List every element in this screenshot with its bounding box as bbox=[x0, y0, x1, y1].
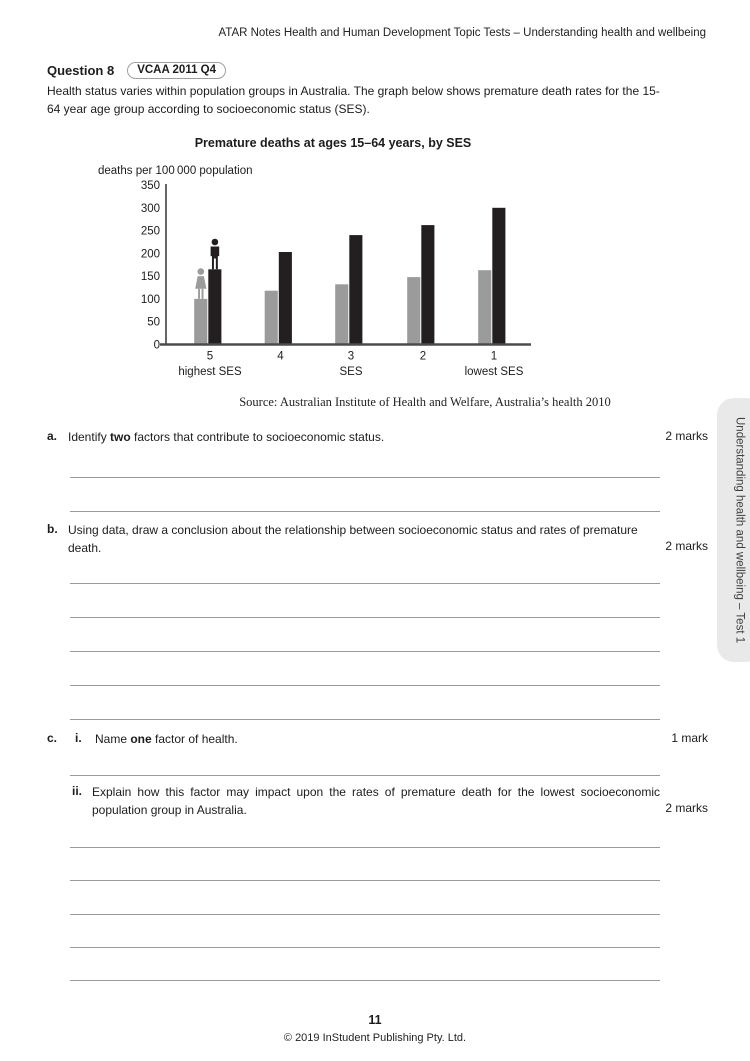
answer-line bbox=[70, 880, 660, 881]
text-segment: factors that contribute to socioeconomic status. bbox=[130, 430, 385, 444]
answer-line bbox=[70, 719, 660, 720]
answer-line bbox=[70, 914, 660, 915]
answer-line bbox=[70, 477, 660, 478]
text-segment: Explain how this factor may impact upon the rates of premature death for the lowest socioeconomic population group in Australia. bbox=[92, 785, 660, 817]
question-c-i-text bbox=[95, 731, 595, 749]
question-c-ii-marks: 2 marks bbox=[665, 801, 708, 815]
chart-unit-label: deaths per 100 000 population bbox=[98, 165, 253, 177]
emphasized-word: two bbox=[110, 430, 131, 444]
source-caption: Source: Australian Institute of Health and Welfare, Australia’s health 2010 bbox=[239, 395, 611, 409]
bar-male-4 bbox=[279, 252, 292, 345]
x-axis-tick-label: 3 bbox=[347, 350, 355, 363]
question-intro: Health status varies within population groups in Australia. The graph below shows premature death rates for the 15-64 year age group according to socioeconomic status (SES). bbox=[47, 84, 660, 116]
x-axis-tick-label: 5 bbox=[206, 350, 214, 363]
question-a-label: a. bbox=[47, 429, 58, 443]
emphasized-word: one bbox=[130, 732, 152, 746]
female-person-icon bbox=[195, 268, 206, 299]
answer-lines-a bbox=[70, 477, 660, 517]
y-axis-tick-label: 0 bbox=[153, 339, 160, 352]
answer-line bbox=[70, 511, 660, 512]
question-a-marks: 2 marks bbox=[665, 429, 708, 443]
bar-male-1 bbox=[492, 208, 505, 345]
page-header: ATAR Notes Health and Human Development Topic Tests – Understanding health and wellbeing bbox=[218, 27, 706, 39]
bar-male-3 bbox=[349, 235, 362, 344]
y-axis-tick-label: 100 bbox=[140, 293, 160, 306]
chart-svg bbox=[130, 175, 560, 385]
text-segment: factor of health. bbox=[151, 732, 238, 746]
y-axis-tick-label: 50 bbox=[147, 316, 160, 329]
answer-line bbox=[70, 980, 660, 981]
page-number: 11 bbox=[368, 1013, 382, 1027]
vcaa-reference-badge: VCAA 2011 Q4 bbox=[127, 62, 226, 79]
text-segment: Name bbox=[95, 732, 131, 746]
y-axis-tick-label: 200 bbox=[140, 248, 160, 261]
y-axis-tick-label: 150 bbox=[140, 271, 160, 284]
bar-female-4 bbox=[265, 291, 278, 345]
question-c-i-marks: 1 mark bbox=[671, 731, 708, 745]
question-a-text bbox=[68, 429, 628, 447]
question-c-ii-text bbox=[92, 784, 660, 819]
x-axis-tick-label: 1 bbox=[490, 350, 498, 363]
bar-female-2 bbox=[407, 277, 420, 344]
answer-line bbox=[70, 651, 660, 652]
answer-lines-c-ii bbox=[70, 847, 660, 987]
question-c-label: c. bbox=[47, 731, 58, 745]
sidebar-tab-label: Understanding health and wellbeing – Test 1 bbox=[733, 416, 746, 644]
x-axis-tick-label: 2 bbox=[419, 350, 427, 363]
bar-female-1 bbox=[478, 270, 491, 344]
y-axis-tick-label: 250 bbox=[140, 225, 160, 238]
answer-line bbox=[70, 947, 660, 948]
bar-male-5 bbox=[208, 269, 221, 344]
answer-line bbox=[70, 583, 660, 584]
answer-lines-b bbox=[70, 583, 660, 723]
male-person-icon bbox=[211, 239, 220, 270]
x-axis-tick-label: 4 bbox=[277, 350, 284, 363]
question-heading bbox=[47, 62, 226, 79]
copyright-line: © 2019 InStudent Publishing Pty. Ltd. bbox=[283, 1032, 467, 1044]
sidebar-tab bbox=[717, 398, 750, 662]
x-axis-group-label: lowest SES bbox=[464, 366, 524, 378]
question-c-i-label: i. bbox=[75, 731, 82, 745]
text-segment: Using data, draw a conclusion about the relationship between socioeconomic status and rates of premature death. bbox=[68, 523, 638, 555]
answer-lines-c-i bbox=[70, 775, 660, 781]
y-axis-tick-label: 300 bbox=[140, 202, 160, 215]
x-axis-group-label: SES bbox=[339, 366, 363, 378]
bar-female-5 bbox=[194, 299, 207, 345]
question-b-marks: 2 marks bbox=[665, 539, 708, 553]
bar-male-2 bbox=[421, 225, 434, 344]
answer-line bbox=[70, 685, 660, 686]
x-axis-group-label: highest SES bbox=[178, 366, 242, 378]
y-axis-tick-label: 350 bbox=[140, 180, 160, 192]
question-c-ii-label: ii. bbox=[72, 784, 83, 798]
chart-title: Premature deaths at ages 15–64 years, by SES bbox=[194, 136, 472, 150]
answer-line bbox=[70, 617, 660, 618]
bar-female-3 bbox=[335, 284, 348, 344]
answer-line bbox=[70, 775, 660, 776]
answer-line bbox=[70, 847, 660, 848]
question-b-text bbox=[68, 522, 666, 557]
question-number: Question 8 bbox=[47, 63, 115, 78]
question-b-label: b. bbox=[47, 522, 58, 536]
text-segment: Identify bbox=[68, 430, 111, 444]
